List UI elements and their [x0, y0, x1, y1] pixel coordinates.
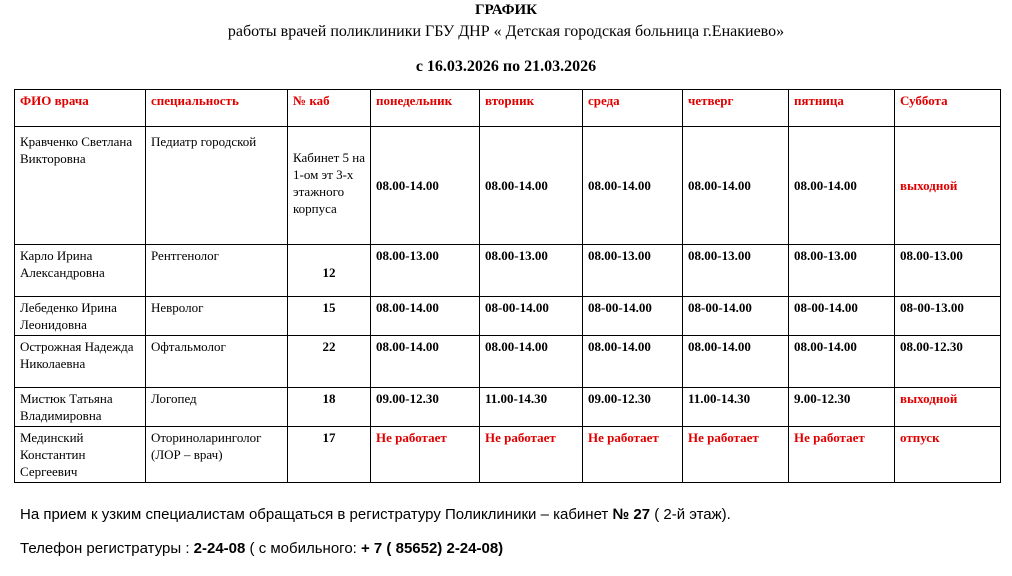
- table-header-row: [15, 90, 1001, 127]
- doctor-name: Мистюк Татьяна Владимировна: [15, 388, 146, 427]
- doctor-name: Мединский Константин Сергеевич: [15, 427, 146, 483]
- schedule-tue: 08.00-13.00: [480, 245, 583, 297]
- table-row: [15, 297, 1001, 336]
- schedule-table: [14, 89, 1001, 483]
- registry-note: [20, 506, 731, 523]
- page-title: ГРАФИК: [474, 2, 538, 18]
- doctor-specialty: Рентгенолог: [146, 245, 288, 297]
- column-header-thu: четверг: [683, 90, 789, 127]
- schedule-mon: 08.00-14.00: [371, 297, 480, 336]
- schedule-mon: 08.00-14.00: [371, 127, 480, 245]
- schedule-tue: Не работает: [480, 427, 583, 483]
- table-row: [15, 336, 1001, 388]
- schedule-sat: выходной: [895, 388, 1001, 427]
- schedule-mon: 09.00-12.30: [371, 388, 480, 427]
- schedule-sat: 08.00-13.00: [895, 245, 1001, 297]
- room-number: 15: [288, 297, 371, 336]
- schedule-wed: 08-00-14.00: [583, 297, 683, 336]
- doctor-name: Острожная Надежда Николаевна: [15, 336, 146, 388]
- schedule-tue: 11.00-14.30: [480, 388, 583, 427]
- table-row: [15, 245, 1001, 297]
- room-number: 17: [288, 427, 371, 483]
- schedule-fri: 08.00-13.00: [789, 245, 895, 297]
- schedule-mon: 08.00-13.00: [371, 245, 480, 297]
- schedule-fri: Не работает: [789, 427, 895, 483]
- page-subtitle: работы врачей поликлиники ГБУ ДНР « Детская городская больница г.Енакиево»: [227, 23, 785, 40]
- schedule-thu: 08-00-14.00: [683, 297, 789, 336]
- column-header-fri: пятница: [789, 90, 895, 127]
- column-header-sat: Суббота: [895, 90, 1001, 127]
- table-row: [15, 388, 1001, 427]
- schedule-fri: 08-00-14.00: [789, 297, 895, 336]
- schedule-period: с 16.03.2026 по 21.03.2026: [415, 58, 597, 75]
- schedule-tue: 08-00-14.00: [480, 297, 583, 336]
- schedule-thu: 08.00-13.00: [683, 245, 789, 297]
- schedule-fri: 9.00-12.30: [789, 388, 895, 427]
- schedule-tue: 08.00-14.00: [480, 127, 583, 245]
- schedule-wed: 08.00-14.00: [583, 127, 683, 245]
- schedule-thu: 08.00-14.00: [683, 127, 789, 245]
- column-header-mon: понедельник: [371, 90, 480, 127]
- registry-room: № 27: [612, 506, 651, 523]
- schedule-wed: 09.00-12.30: [583, 388, 683, 427]
- schedule-tue: 08.00-14.00: [480, 336, 583, 388]
- phone-note: [20, 540, 503, 557]
- doctor-specialty: Невролог: [146, 297, 288, 336]
- column-header-name: ФИО врача: [15, 90, 146, 127]
- schedule-thu: Не работает: [683, 427, 789, 483]
- table-row: [15, 127, 1001, 245]
- doctor-specialty: Оториноларинголог (ЛОР – врач): [146, 427, 288, 483]
- column-header-tue: вторник: [480, 90, 583, 127]
- schedule-sat: отпуск: [895, 427, 1001, 483]
- registry-floor: ( 2-й этаж).: [650, 506, 731, 523]
- schedule-wed: 08.00-14.00: [583, 336, 683, 388]
- schedule-sat: 08-00-13.00: [895, 297, 1001, 336]
- schedule-thu: 08.00-14.00: [683, 336, 789, 388]
- schedule-sat: выходной: [895, 127, 1001, 245]
- phone-label: Телефон регистратуры :: [20, 540, 194, 557]
- table-row: [15, 427, 1001, 483]
- registry-note-text: На прием к узким специалистам обращаться в регистратуру Поликлиники – кабинет: [20, 506, 613, 523]
- doctor-specialty: Логопед: [146, 388, 288, 427]
- doctor-specialty: Офтальмолог: [146, 336, 288, 388]
- doctor-name: Кравченко Светлана Викторовна: [15, 127, 146, 245]
- schedule-mon: Не работает: [371, 427, 480, 483]
- room-number: 22: [288, 336, 371, 388]
- schedule-mon: 08.00-14.00: [371, 336, 480, 388]
- doctor-name: Карло Ирина Александровна: [15, 245, 146, 297]
- schedule-sat: 08.00-12.30: [895, 336, 1001, 388]
- schedule-wed: 08.00-13.00: [583, 245, 683, 297]
- column-header-spec: специальность: [146, 90, 288, 127]
- schedule-thu: 11.00-14.30: [683, 388, 789, 427]
- schedule-fri: 08.00-14.00: [789, 127, 895, 245]
- doctor-name: Лебеденко Ирина Леонидовна: [15, 297, 146, 336]
- column-header-wed: среда: [583, 90, 683, 127]
- schedule-fri: 08.00-14.00: [789, 336, 895, 388]
- doctor-specialty: Педиатр городской: [146, 127, 288, 245]
- mobile-label: ( с мобильного:: [245, 540, 361, 557]
- mobile-number: + 7 ( 85652) 2-24-08): [361, 540, 504, 557]
- phone-number: 2-24-08: [193, 540, 246, 557]
- room-number: 12: [288, 245, 371, 297]
- room-number: 18: [288, 388, 371, 427]
- room-number: Кабинет 5 на 1-ом эт 3-х этажного корпуса: [288, 127, 371, 245]
- column-header-room: № каб: [288, 90, 371, 127]
- schedule-wed: Не работает: [583, 427, 683, 483]
